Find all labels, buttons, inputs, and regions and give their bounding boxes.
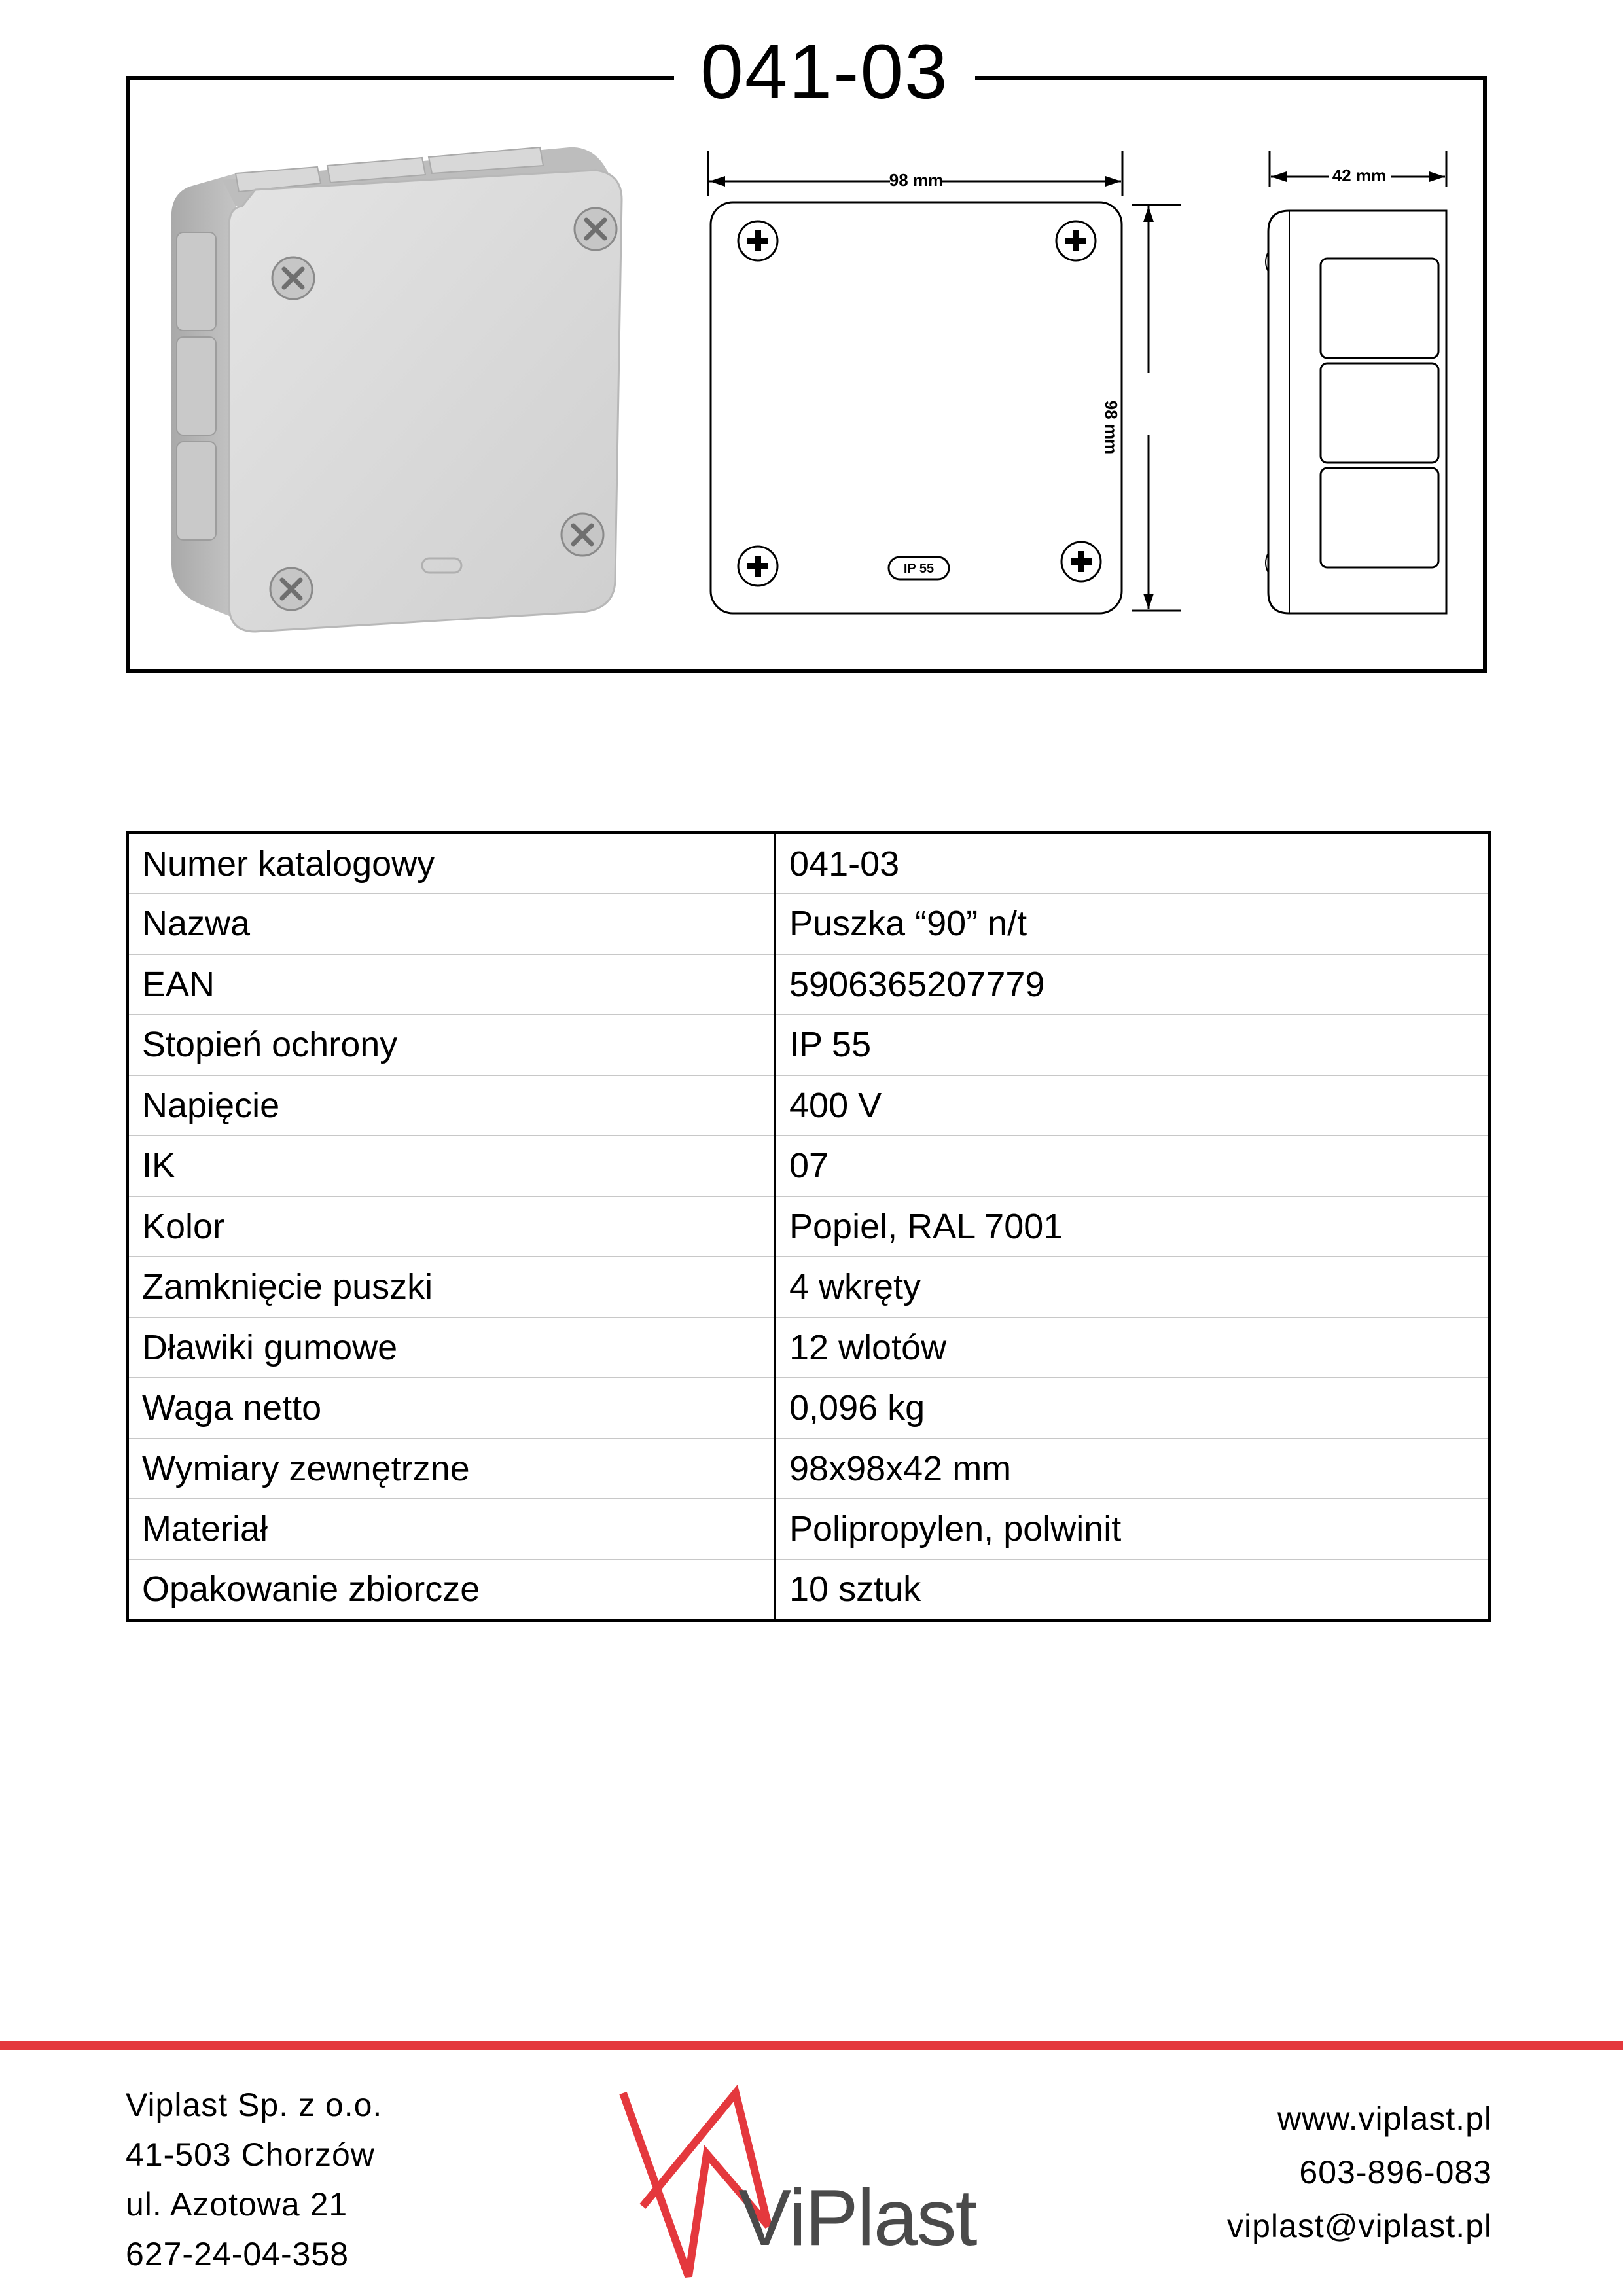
spec-label: Kolor [128, 1196, 776, 1257]
spec-label: Dławiki gumowe [128, 1318, 776, 1378]
product-photo [164, 134, 641, 651]
spec-value: 400 V [776, 1075, 1489, 1136]
page-title: 041-03 [674, 26, 975, 118]
spec-value: 4 wkręty [776, 1257, 1489, 1318]
side-drawing [1263, 147, 1453, 632]
spec-row [128, 1136, 1489, 1196]
company-address [126, 2080, 584, 2279]
spec-value: Popiel, RAL 7001 [776, 1196, 1489, 1257]
spec-value: 5906365207779 [776, 954, 1489, 1015]
spec-row [128, 1014, 1489, 1075]
spec-label: Napięcie [128, 1075, 776, 1136]
brand-wordmark: ViPlast [738, 2173, 976, 2262]
spec-label: Waga netto [128, 1378, 776, 1439]
spec-label: Opakowanie zbiorcze [128, 1560, 776, 1621]
company-tax-id: 627-24-04-358 [126, 2236, 349, 2272]
email-link[interactable]: viplast@viplast.pl [1226, 2208, 1492, 2244]
spec-row [128, 833, 1489, 894]
spec-label: Materiał [128, 1499, 776, 1560]
front-drawing [700, 147, 1185, 632]
spec-row [128, 1378, 1489, 1439]
width-dimension-label: 98 mm [889, 170, 944, 190]
spec-value: Puszka “90” n/t [776, 893, 1489, 954]
spec-value: 07 [776, 1136, 1489, 1196]
spec-value: 98x98x42 mm [776, 1439, 1489, 1499]
spec-label: IK [128, 1136, 776, 1196]
depth-dimension-label: 42 mm [1332, 166, 1387, 185]
company-street: ul. Azotowa 21 [126, 2186, 348, 2223]
spec-value: 12 wlotów [776, 1318, 1489, 1378]
footer-divider [0, 2041, 1623, 2050]
spec-value: 10 sztuk [776, 1560, 1489, 1621]
spec-row [128, 893, 1489, 954]
spec-label: Numer katalogowy [128, 833, 776, 894]
spec-value: Polipropylen, polwinit [776, 1499, 1489, 1560]
spec-value: 041-03 [776, 833, 1489, 894]
website-link[interactable]: www.viplast.pl [1277, 2100, 1492, 2137]
spec-label: EAN [128, 954, 776, 1015]
spec-row [128, 1560, 1489, 1621]
spec-row [128, 1196, 1489, 1257]
phone-number[interactable]: 603-896-083 [1299, 2154, 1492, 2191]
spec-label: Stopień ochrony [128, 1014, 776, 1075]
ip-badge: IP 55 [903, 562, 935, 576]
spec-row [128, 1499, 1489, 1560]
spec-row [128, 1075, 1489, 1136]
spec-row [128, 1257, 1489, 1318]
height-dimension-label: 98 mm [1101, 400, 1121, 455]
spec-label: Wymiary zewnętrzne [128, 1439, 776, 1499]
company-city: 41-503 Chorzów [126, 2136, 375, 2173]
spec-row [128, 1318, 1489, 1378]
spec-value: IP 55 [776, 1014, 1489, 1075]
company-name: Viplast Sp. z o.o. [126, 2087, 383, 2123]
spec-label: Nazwa [128, 893, 776, 954]
specification-table [126, 831, 1491, 1622]
spec-label: Zamknięcie puszki [128, 1257, 776, 1318]
spec-row [128, 954, 1489, 1015]
company-contact [1047, 2092, 1492, 2253]
spec-value: 0,096 kg [776, 1378, 1489, 1439]
spec-row [128, 1439, 1489, 1499]
